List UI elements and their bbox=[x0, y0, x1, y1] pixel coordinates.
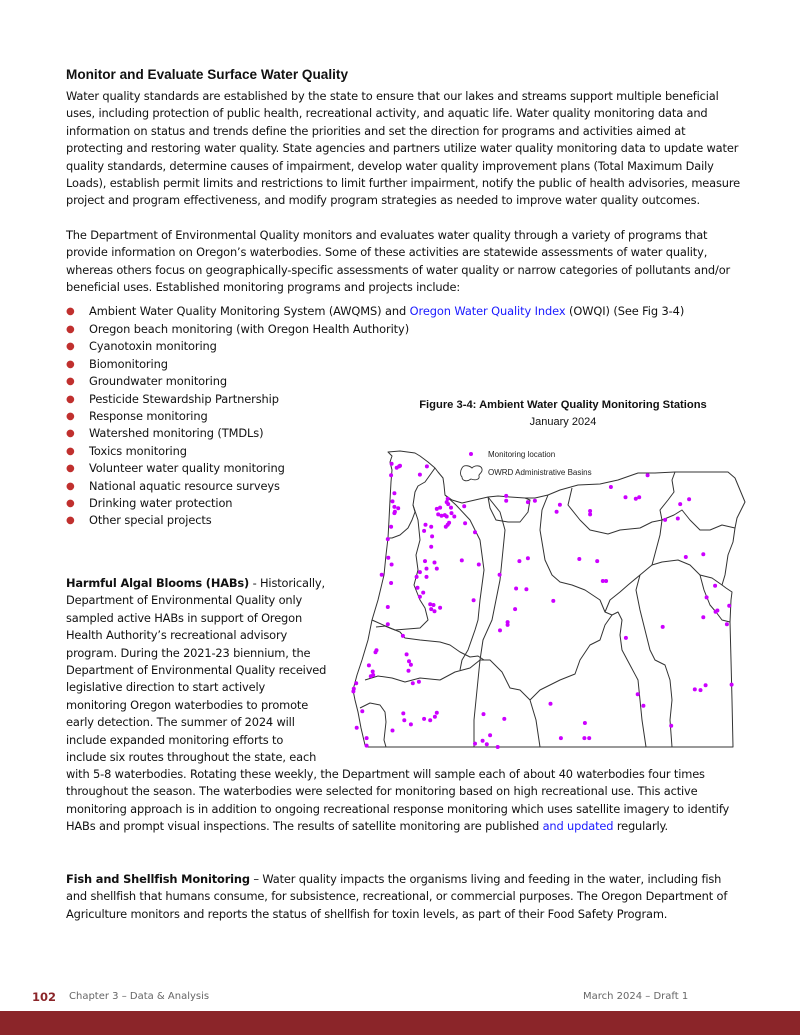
list-item: ● Toxics monitoring bbox=[66, 443, 740, 460]
monitoring-station-point bbox=[463, 521, 467, 525]
basin-umatilla bbox=[660, 472, 675, 520]
basin-klamath-east bbox=[530, 615, 612, 700]
bullet-icon: ● bbox=[66, 445, 75, 457]
monitoring-station-point bbox=[524, 587, 528, 591]
monitoring-station-point bbox=[517, 559, 521, 563]
monitoring-station-point bbox=[641, 704, 645, 708]
legend-point-label: Monitoring location bbox=[488, 450, 556, 459]
monitoring-station-point bbox=[380, 573, 384, 577]
habs-heading: Harmful Algal Blooms (HABs) bbox=[66, 576, 250, 590]
monitoring-station-point bbox=[449, 506, 453, 510]
monitoring-station-point bbox=[392, 491, 396, 495]
chapter-label: Chapter 3 – Data & Analysis bbox=[69, 991, 210, 1002]
monitoring-station-point bbox=[477, 563, 481, 567]
monitoring-station-point bbox=[422, 529, 426, 533]
habs-line: program. During the 2021-23 biennium, the bbox=[66, 645, 311, 660]
list-item: ● Drinking water protection bbox=[66, 495, 740, 512]
monitoring-station-point bbox=[555, 510, 559, 514]
monitoring-station-point bbox=[435, 567, 439, 571]
bullet-icon: ● bbox=[66, 515, 75, 527]
monitoring-station-point bbox=[473, 742, 477, 746]
basin-hood-sandy bbox=[488, 497, 530, 522]
monitoring-station-point bbox=[365, 744, 369, 748]
monitoring-station-point bbox=[637, 495, 641, 499]
monitoring-station-point bbox=[684, 555, 688, 559]
list-item: ● Oregon beach monitoring (with Oregon Health Authority) bbox=[66, 321, 740, 338]
habs-line: include six routes throughout the state, each bbox=[66, 750, 317, 765]
monitoring-station-point bbox=[663, 518, 667, 522]
monitoring-station-point bbox=[390, 462, 394, 466]
monitoring-station-point bbox=[392, 511, 396, 515]
monitoring-station-point bbox=[417, 680, 421, 684]
monitoring-station-point bbox=[386, 622, 390, 626]
monitoring-station-point bbox=[446, 497, 450, 501]
monitoring-station-point bbox=[407, 669, 411, 673]
monitoring-station-point bbox=[713, 584, 717, 588]
monitoring-station-point bbox=[504, 494, 508, 498]
monitoring-station-point bbox=[496, 745, 500, 749]
monitoring-station-point bbox=[504, 499, 508, 503]
monitoring-station-point bbox=[432, 603, 436, 607]
basin-north-coast-east bbox=[388, 468, 435, 538]
monitoring-station-point bbox=[559, 736, 563, 740]
habs-line: early detection. The summer of 2024 will bbox=[66, 715, 295, 730]
basin-powder bbox=[652, 560, 722, 585]
monitoring-station-point bbox=[444, 525, 448, 529]
monitoring-station-point bbox=[730, 683, 734, 687]
legend-basin-icon bbox=[461, 466, 483, 481]
satellite-results-link[interactable]: and updated bbox=[542, 819, 614, 834]
monitoring-station-point bbox=[398, 464, 402, 468]
basin-malheur-lake bbox=[636, 575, 672, 747]
monitoring-station-point bbox=[416, 586, 420, 590]
basin-deschutes-west bbox=[474, 497, 505, 747]
monitoring-station-point bbox=[423, 559, 427, 563]
owqi-link[interactable]: Oregon Water Quality Index bbox=[409, 304, 566, 319]
monitoring-station-point bbox=[391, 499, 395, 503]
monitoring-station-point bbox=[595, 559, 599, 563]
monitoring-station-point bbox=[429, 525, 433, 529]
bullet-icon: ● bbox=[66, 341, 75, 353]
monitoring-station-point bbox=[450, 511, 454, 515]
monitoring-station-point bbox=[676, 517, 680, 521]
monitoring-station-point bbox=[514, 587, 518, 591]
monitoring-station-point bbox=[433, 715, 437, 719]
bullet-icon: ● bbox=[66, 410, 75, 422]
monitoring-station-point bbox=[506, 623, 510, 627]
monitoring-station-point bbox=[446, 502, 450, 506]
station-points bbox=[351, 462, 733, 749]
monitoring-station-point bbox=[369, 674, 373, 678]
monitoring-station-point bbox=[418, 595, 422, 599]
monitoring-station-point bbox=[386, 605, 390, 609]
map-legend bbox=[461, 450, 592, 481]
list-item: ● Pesticide Stewardship Partnership bbox=[66, 391, 740, 408]
monitoring-station-point bbox=[428, 718, 432, 722]
list-item: ● Other special projects bbox=[66, 512, 740, 529]
monitoring-station-point bbox=[587, 736, 591, 740]
monitoring-station-point bbox=[624, 636, 628, 640]
list-item: ● Biomonitoring bbox=[66, 356, 740, 373]
list-item: ● Watershed monitoring (TMDLs) bbox=[66, 425, 740, 442]
habs-paragraph: Harmful Algal Blooms (HABs) - Historically, Department of Environmental Quality only sampled active HABs in support of Oregon Health Authority’s recreational advisory program. During the 2021-23 biennium, the Department of Environmental Quality received legislative direction to start actively monitoring Oregon waterbodies to promote early detection. The summer of 2024 will include expanded monitoring efforts to include six routes throughout the state, each bbox=[66, 575, 338, 766]
monitoring-station-point bbox=[646, 473, 650, 477]
monitoring-station-point bbox=[425, 464, 429, 468]
monitoring-station-point bbox=[428, 602, 432, 606]
habs-line: legislative direction to start actively bbox=[66, 680, 266, 695]
monitoring-station-point bbox=[371, 670, 375, 674]
legend-basin-label: OWRD Administrative Basins bbox=[488, 468, 592, 477]
list-item: ● Groundwater monitoring bbox=[66, 373, 740, 390]
monitoring-station-point bbox=[429, 545, 433, 549]
monitoring-station-point bbox=[391, 729, 395, 733]
monitoring-station-point bbox=[429, 607, 433, 611]
monitoring-station-point bbox=[390, 563, 394, 567]
bullet-icon: ● bbox=[66, 358, 75, 370]
bullet-icon: ● bbox=[66, 480, 75, 492]
monitoring-station-point bbox=[583, 721, 587, 725]
monitoring-station-point bbox=[389, 525, 393, 529]
monitoring-station-point bbox=[430, 534, 434, 538]
monitoring-station-point bbox=[367, 663, 371, 667]
intro-paragraph: Water quality standards are established by the state to ensure that our lakes and streams support multiple beneficial uses, including protection of public health, recreational activity, and aquatic life. Water quality monitoring data and information on status and trends define the priorities and set the direction for programs and activities aimed at protecting and restoring water quality. State agencies and partners utilize water quality monitoring data to update water quality standards, determine causes of impairment, develop water quality improvement plans (Total Maximum Daily Loads), establish permit limits and restrictions to limit further impairment, notify the public of health advisories, measure project and program effectiveness, and modify program strategies as needed to improve water quality outcomes. bbox=[66, 89, 740, 208]
monitoring-station-point bbox=[386, 556, 390, 560]
monitoring-station-point bbox=[624, 495, 628, 499]
figure-title: Figure 3-4: Ambient Water Quality Monitoring Stations bbox=[419, 399, 707, 411]
monitoring-station-point bbox=[609, 485, 613, 489]
basin-willamette-east bbox=[445, 495, 484, 670]
basin-willamette-west bbox=[376, 505, 428, 630]
monitoring-station-point bbox=[433, 609, 437, 613]
monitoring-station-point bbox=[392, 505, 396, 509]
monitoring-station-point bbox=[462, 504, 466, 508]
monitoring-station-point bbox=[407, 659, 411, 663]
monitoring-station-point bbox=[389, 581, 393, 585]
monitoring-station-point bbox=[725, 622, 729, 626]
draft-date: March 2024 – Draft 1 bbox=[583, 991, 689, 1002]
basin-john-day bbox=[568, 488, 735, 534]
habs-line: Health Authority’s recreational advisory bbox=[66, 628, 288, 643]
monitoring-station-point bbox=[513, 607, 517, 611]
monitoring-station-point bbox=[678, 502, 682, 506]
fish-heading: Fish and Shellfish Monitoring bbox=[66, 872, 250, 886]
habs-line: Department of Environmental Quality only bbox=[66, 593, 303, 608]
basin-grande-ronde bbox=[605, 520, 662, 612]
monitoring-station-point bbox=[502, 717, 506, 721]
monitoring-station-point bbox=[433, 561, 437, 565]
monitoring-station-point bbox=[401, 634, 405, 638]
monitoring-station-point bbox=[365, 736, 369, 740]
monitoring-station-point bbox=[445, 515, 449, 519]
monitoring-station-point bbox=[355, 726, 359, 730]
monitoring-station-point bbox=[701, 552, 705, 556]
monitoring-station-point bbox=[705, 595, 709, 599]
list-item: ● Volunteer water quality monitoring bbox=[66, 460, 740, 477]
legend-point-icon bbox=[469, 452, 473, 456]
monitoring-station-point bbox=[699, 688, 703, 692]
page-number: 102 bbox=[32, 990, 57, 1004]
monitoring-station-point bbox=[636, 692, 640, 696]
monitoring-station-point bbox=[418, 570, 422, 574]
monitoring-station-point bbox=[526, 500, 530, 504]
monitoring-station-point bbox=[402, 718, 406, 722]
monitoring-station-point bbox=[425, 575, 429, 579]
figure-subtitle: January 2024 bbox=[529, 416, 597, 428]
monitoring-station-point bbox=[488, 733, 492, 737]
monitoring-station-point bbox=[409, 722, 413, 726]
monitoring-station-point bbox=[669, 724, 673, 728]
list-item: ● Response monitoring bbox=[66, 408, 740, 425]
monitoring-station-point bbox=[661, 625, 665, 629]
monitoring-station-point bbox=[693, 687, 697, 691]
bullet-icon: ● bbox=[66, 306, 75, 318]
monitoring-station-point bbox=[386, 537, 390, 541]
monitoring-station-point bbox=[411, 681, 415, 685]
monitoring-station-point bbox=[549, 702, 553, 706]
monitoring-station-point bbox=[409, 663, 413, 667]
monitoring-station-point bbox=[533, 499, 537, 503]
programs-intro-paragraph: The Department of Environmental Quality monitors and evaluates water quality through a variety of programs that provide information on Oregon’s waterbodies. Some of these activities are statewide assessments of water quality, whereas others focus on geographically-specific assessments of water quality or narrow categories of pollutants and/or beneficial uses. Established monitoring programs and projects include: bbox=[66, 227, 731, 295]
monitoring-station-point bbox=[374, 650, 378, 654]
monitoring-station-point bbox=[425, 567, 429, 571]
monitoring-station-point bbox=[687, 497, 691, 501]
monitoring-station-point bbox=[526, 556, 530, 560]
monitoring-station-point bbox=[435, 711, 439, 715]
monitoring-station-point bbox=[424, 523, 428, 527]
monitoring-station-point bbox=[715, 609, 719, 613]
habs-line: sampled active HABs in support of Oregon bbox=[66, 610, 303, 625]
monitoring-station-point bbox=[438, 506, 442, 510]
monitoring-station-point bbox=[577, 557, 581, 561]
monitoring-station-point bbox=[727, 604, 731, 608]
monitoring-station-point bbox=[354, 681, 358, 685]
basin-umpqua-south bbox=[372, 620, 484, 660]
monitoring-station-point bbox=[485, 742, 489, 746]
habs-line: Department of Environmental Quality received bbox=[66, 663, 327, 678]
monitoring-station-point bbox=[472, 598, 476, 602]
bullet-icon: ● bbox=[66, 428, 75, 440]
footer-bar bbox=[0, 1011, 800, 1035]
list-item: ● Ambient Water Quality Monitoring System (AWQMS) and Oregon Water Quality Index (OWQI) (See Fig 3-4) bbox=[66, 303, 740, 320]
bullet-icon: ● bbox=[66, 323, 75, 335]
monitoring-station-point bbox=[452, 515, 456, 519]
monitoring-station-point bbox=[360, 709, 364, 713]
monitoring-station-point bbox=[438, 606, 442, 610]
monitoring-station-point bbox=[604, 579, 608, 583]
monitoring-station-point bbox=[405, 652, 409, 656]
habs-line: monitoring Oregon waterbodies to promote bbox=[66, 697, 309, 712]
monitoring-station-point bbox=[422, 717, 426, 721]
basin-owyhee bbox=[700, 575, 730, 622]
monitoring-station-point bbox=[558, 503, 562, 507]
habs-line: include expanded monitoring efforts to bbox=[66, 732, 284, 747]
monitoring-station-point bbox=[473, 530, 477, 534]
list-item: ● National aquatic resource surveys bbox=[66, 478, 740, 495]
monitoring-station-point bbox=[421, 591, 425, 595]
monitoring-station-point bbox=[401, 711, 405, 715]
bullet-icon: ● bbox=[66, 376, 75, 388]
basin-deschutes-east bbox=[540, 495, 646, 747]
monitoring-station-point bbox=[415, 575, 419, 579]
habs-paragraph-continued: with 5-8 waterbodies. Rotating these weekly, the Department will sample each of about 40 waterbodies four times throughout the season. The waterbodies were selected for monitoring based on high recreational use. This active monitoring approach is in addition to ongoing recreational response monitoring which uses satellite imagery to identify HABs and prompt visual inspections. The results of satellite monitoring are published and updated regularly. bbox=[66, 767, 730, 834]
bullet-icon: ● bbox=[66, 497, 75, 509]
monitoring-station-point bbox=[481, 739, 485, 743]
monitoring-station-point bbox=[498, 628, 502, 632]
monitoring-station-point bbox=[351, 689, 355, 693]
monitoring-station-point bbox=[389, 473, 393, 477]
monitoring-station-point bbox=[588, 512, 592, 516]
monitoring-station-point bbox=[440, 514, 444, 518]
list-item: ● Cyanotoxin monitoring bbox=[66, 338, 740, 355]
fish-shellfish-paragraph: Fish and Shellfish Monitoring – Water quality impacts the organisms living and feeding in the water, including fish and shellfish that humans consume, for subsistence, recreational, or commercial purposes. The Oregon Department of Agriculture monitors and reports the status of shellfish for toxin levels, as part of their Food Safety Program. bbox=[66, 872, 728, 921]
section-heading: Monitor and Evaluate Surface Water Quality bbox=[66, 67, 349, 82]
bullet-icon: ● bbox=[66, 463, 75, 475]
monitoring-station-point bbox=[460, 558, 464, 562]
monitoring-station-point bbox=[498, 573, 502, 577]
basin-umpqua-rogue bbox=[365, 660, 484, 682]
monitoring-station-point bbox=[418, 473, 422, 477]
monitoring-station-point bbox=[704, 683, 708, 687]
monitoring-station-point bbox=[396, 506, 400, 510]
bullet-icon: ● bbox=[66, 393, 75, 405]
monitoring-station-point bbox=[482, 712, 486, 716]
monitoring-station-point bbox=[551, 599, 555, 603]
monitoring-station-point bbox=[582, 736, 586, 740]
monitoring-station-point bbox=[701, 615, 705, 619]
